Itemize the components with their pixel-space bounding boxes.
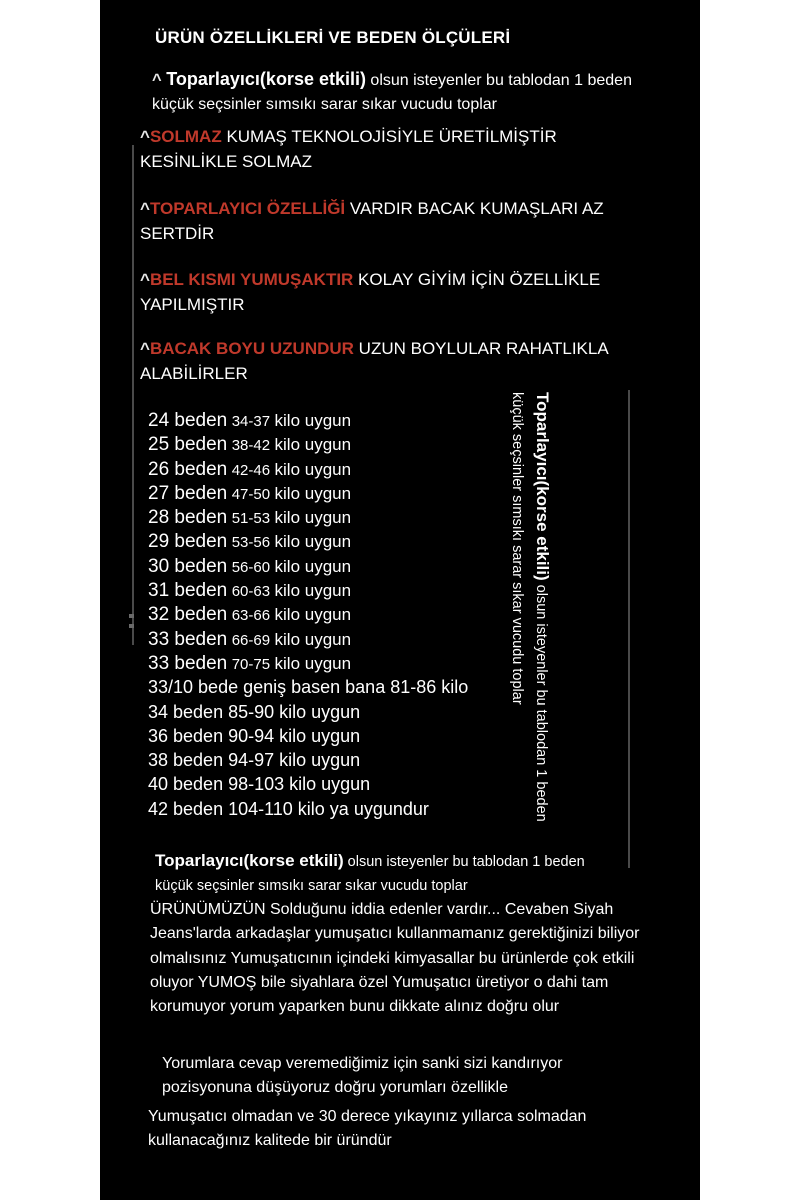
weight-suffix: kilo uygun bbox=[274, 556, 352, 576]
caret-marker-2: ^ bbox=[140, 127, 150, 146]
weight-range: 47-50 bbox=[231, 485, 271, 503]
size-label: 28 beden bbox=[148, 507, 228, 529]
weight-suffix: kilo uygun bbox=[274, 411, 352, 430]
size-row-text: 42 beden 104-110 kilo ya uygundur bbox=[148, 798, 429, 819]
feature-bullet-3-lead: TOPARLAYICI ÖZELLİĞİ bbox=[149, 199, 346, 218]
size-label: 32 beden bbox=[148, 604, 228, 626]
size-label: 30 beden bbox=[148, 555, 228, 577]
left-divider-tick-1 bbox=[129, 614, 134, 618]
size-row-text: 33/10 bede geniş basen bana 81-86 kilo bbox=[148, 677, 469, 698]
weight-suffix: kilo uygun bbox=[274, 459, 352, 479]
feature-bullet-2-rest: KUMAŞ TEKNOLOJİSİYLE ÜRETİLMİŞTİR KESİNLİKLE SOLMAZ bbox=[140, 127, 557, 171]
weight-range: 51-53 bbox=[231, 510, 271, 528]
size-row-text: 36 beden 90-94 kilo uygun bbox=[148, 725, 361, 746]
rotated-sizing-note-lead: Toparlayıcı(korse etkili) bbox=[533, 392, 552, 581]
feature-bullet-3 bbox=[140, 197, 640, 246]
care-paragraph-2: Yorumlara cevap veremediğimiz için sanki sizi kandırıyor pozisyonuna düşüyoruz doğru yorumları özellikle bbox=[162, 1055, 563, 1097]
caret-marker-1: ^ bbox=[152, 71, 162, 89]
feature-bullet-5 bbox=[140, 337, 640, 386]
size-label: 25 beden bbox=[148, 434, 228, 456]
weight-range: 70-75 bbox=[231, 655, 271, 673]
caret-marker-5: ^ bbox=[140, 339, 150, 358]
weight-range: 42-46 bbox=[231, 461, 271, 479]
product-info-panel bbox=[100, 0, 700, 1200]
page-title: ÜRÜN ÖZELLİKLERİ VE BEDEN ÖLÇÜLERİ bbox=[155, 28, 511, 47]
rotated-sizing-note bbox=[485, 392, 555, 862]
feature-bullet-3-rest: VARDIR BACAK KUMAŞLARI AZ SERTDİR bbox=[140, 199, 604, 243]
feature-bullet-2-lead: SOLMAZ bbox=[149, 127, 222, 146]
weight-range: 53-56 bbox=[231, 534, 271, 552]
care-paragraph-3: Yumuşatıcı olmadan ve 30 derece yıkayınız yıllarca solmadan kullanacağınız kalitede bir üründür bbox=[148, 1108, 587, 1150]
weight-suffix: kilo uygun bbox=[274, 532, 352, 552]
size-label: 33 beden bbox=[148, 628, 228, 650]
weight-range: 38-42 bbox=[231, 437, 271, 455]
size-label: 26 beden bbox=[148, 458, 228, 480]
feature-bullet-1-lead: Toparlayıcı(korse etkili) bbox=[166, 69, 366, 89]
weight-range: 60-63 bbox=[231, 583, 271, 601]
caret-marker-4: ^ bbox=[140, 270, 150, 289]
weight-range: 66-69 bbox=[231, 631, 271, 649]
vertical-divider-line bbox=[628, 390, 630, 868]
panel-content bbox=[100, 0, 700, 1200]
weight-range: 56-60 bbox=[231, 558, 271, 576]
weight-range: 34-37 bbox=[231, 413, 271, 430]
size-label: 31 beden bbox=[148, 580, 228, 602]
weight-suffix: kilo uygun bbox=[274, 629, 352, 649]
size-row-text: 34 beden 85-90 kilo uygun bbox=[148, 701, 361, 722]
feature-bullet-1-rest: olsun isteyenler bu tablodan 1 beden küçük seçsinler sımsıkı sarar sıkar vucudu toplar bbox=[152, 72, 632, 113]
feature-bullet-4 bbox=[140, 268, 640, 317]
rotated-sizing-note-rest: olsun isteyenler bu tablodan 1 beden küçük seçsinler sımsıkı sarar sıkar vucudu toplar bbox=[509, 392, 549, 822]
size-row-text: 40 beden 98-103 kilo uygun bbox=[148, 774, 371, 795]
repeated-sizing-note-rest: olsun isteyenler bu tablodan 1 beden küçük seçsinler sımsıkı sarar sıkar vucudu toplar bbox=[155, 854, 585, 894]
weight-suffix: kilo uygun bbox=[274, 653, 352, 673]
repeated-sizing-note bbox=[155, 848, 625, 898]
repeated-sizing-note-lead: Toparlayıcı(korse etkili) bbox=[155, 851, 344, 870]
size-label: 27 beden bbox=[148, 482, 228, 504]
feature-bullet-5-rest: UZUN BOYLULAR RAHATLIKLA ALABİLİRLER bbox=[140, 339, 608, 383]
left-divider-tick-2 bbox=[129, 624, 134, 628]
feature-bullet-1 bbox=[152, 66, 632, 117]
size-row-text: 38 beden 94-97 kilo uygun bbox=[148, 750, 361, 771]
weight-suffix: kilo uygun bbox=[274, 581, 352, 601]
feature-bullet-4-lead: BEL KISMI YUMUŞAKTIR bbox=[149, 270, 354, 289]
size-label: 33 beden bbox=[148, 652, 228, 674]
caret-marker-3: ^ bbox=[140, 199, 150, 218]
feature-bullet-5-lead: BACAK BOYU UZUNDUR bbox=[149, 339, 354, 358]
size-label: 24 beden bbox=[148, 410, 228, 431]
feature-bullet-4-rest: KOLAY GİYİM İÇİN ÖZELLİKLE YAPILMIŞTIR bbox=[140, 270, 601, 314]
weight-suffix: kilo uygun bbox=[274, 435, 352, 455]
weight-suffix: kilo uygun bbox=[274, 508, 352, 528]
size-label: 29 beden bbox=[148, 531, 228, 553]
weight-suffix: kilo uygun bbox=[274, 605, 352, 625]
weight-range: 63-66 bbox=[231, 607, 271, 625]
care-paragraph-1: ÜRÜNÜMÜZÜN Solduğunu iddia edenler vardır... Cevaben Siyah Jeans'larda arkadaşlar yumuşatıcı kullanmamanız gerektiğinizi biliyor olmalısınız Yumuşatıcının içindeki kimyasallar bu ürünlerde çok etkili oluyor YUMOŞ bile siyahlara özel Yumuşatıcı üretiyor o dahi tam korumuyor yorum yaparken bunu dikkate alınız doğru olur bbox=[150, 901, 640, 1016]
left-divider-line bbox=[132, 145, 134, 645]
weight-suffix: kilo uygun bbox=[274, 483, 352, 503]
feature-bullet-2 bbox=[140, 125, 630, 174]
